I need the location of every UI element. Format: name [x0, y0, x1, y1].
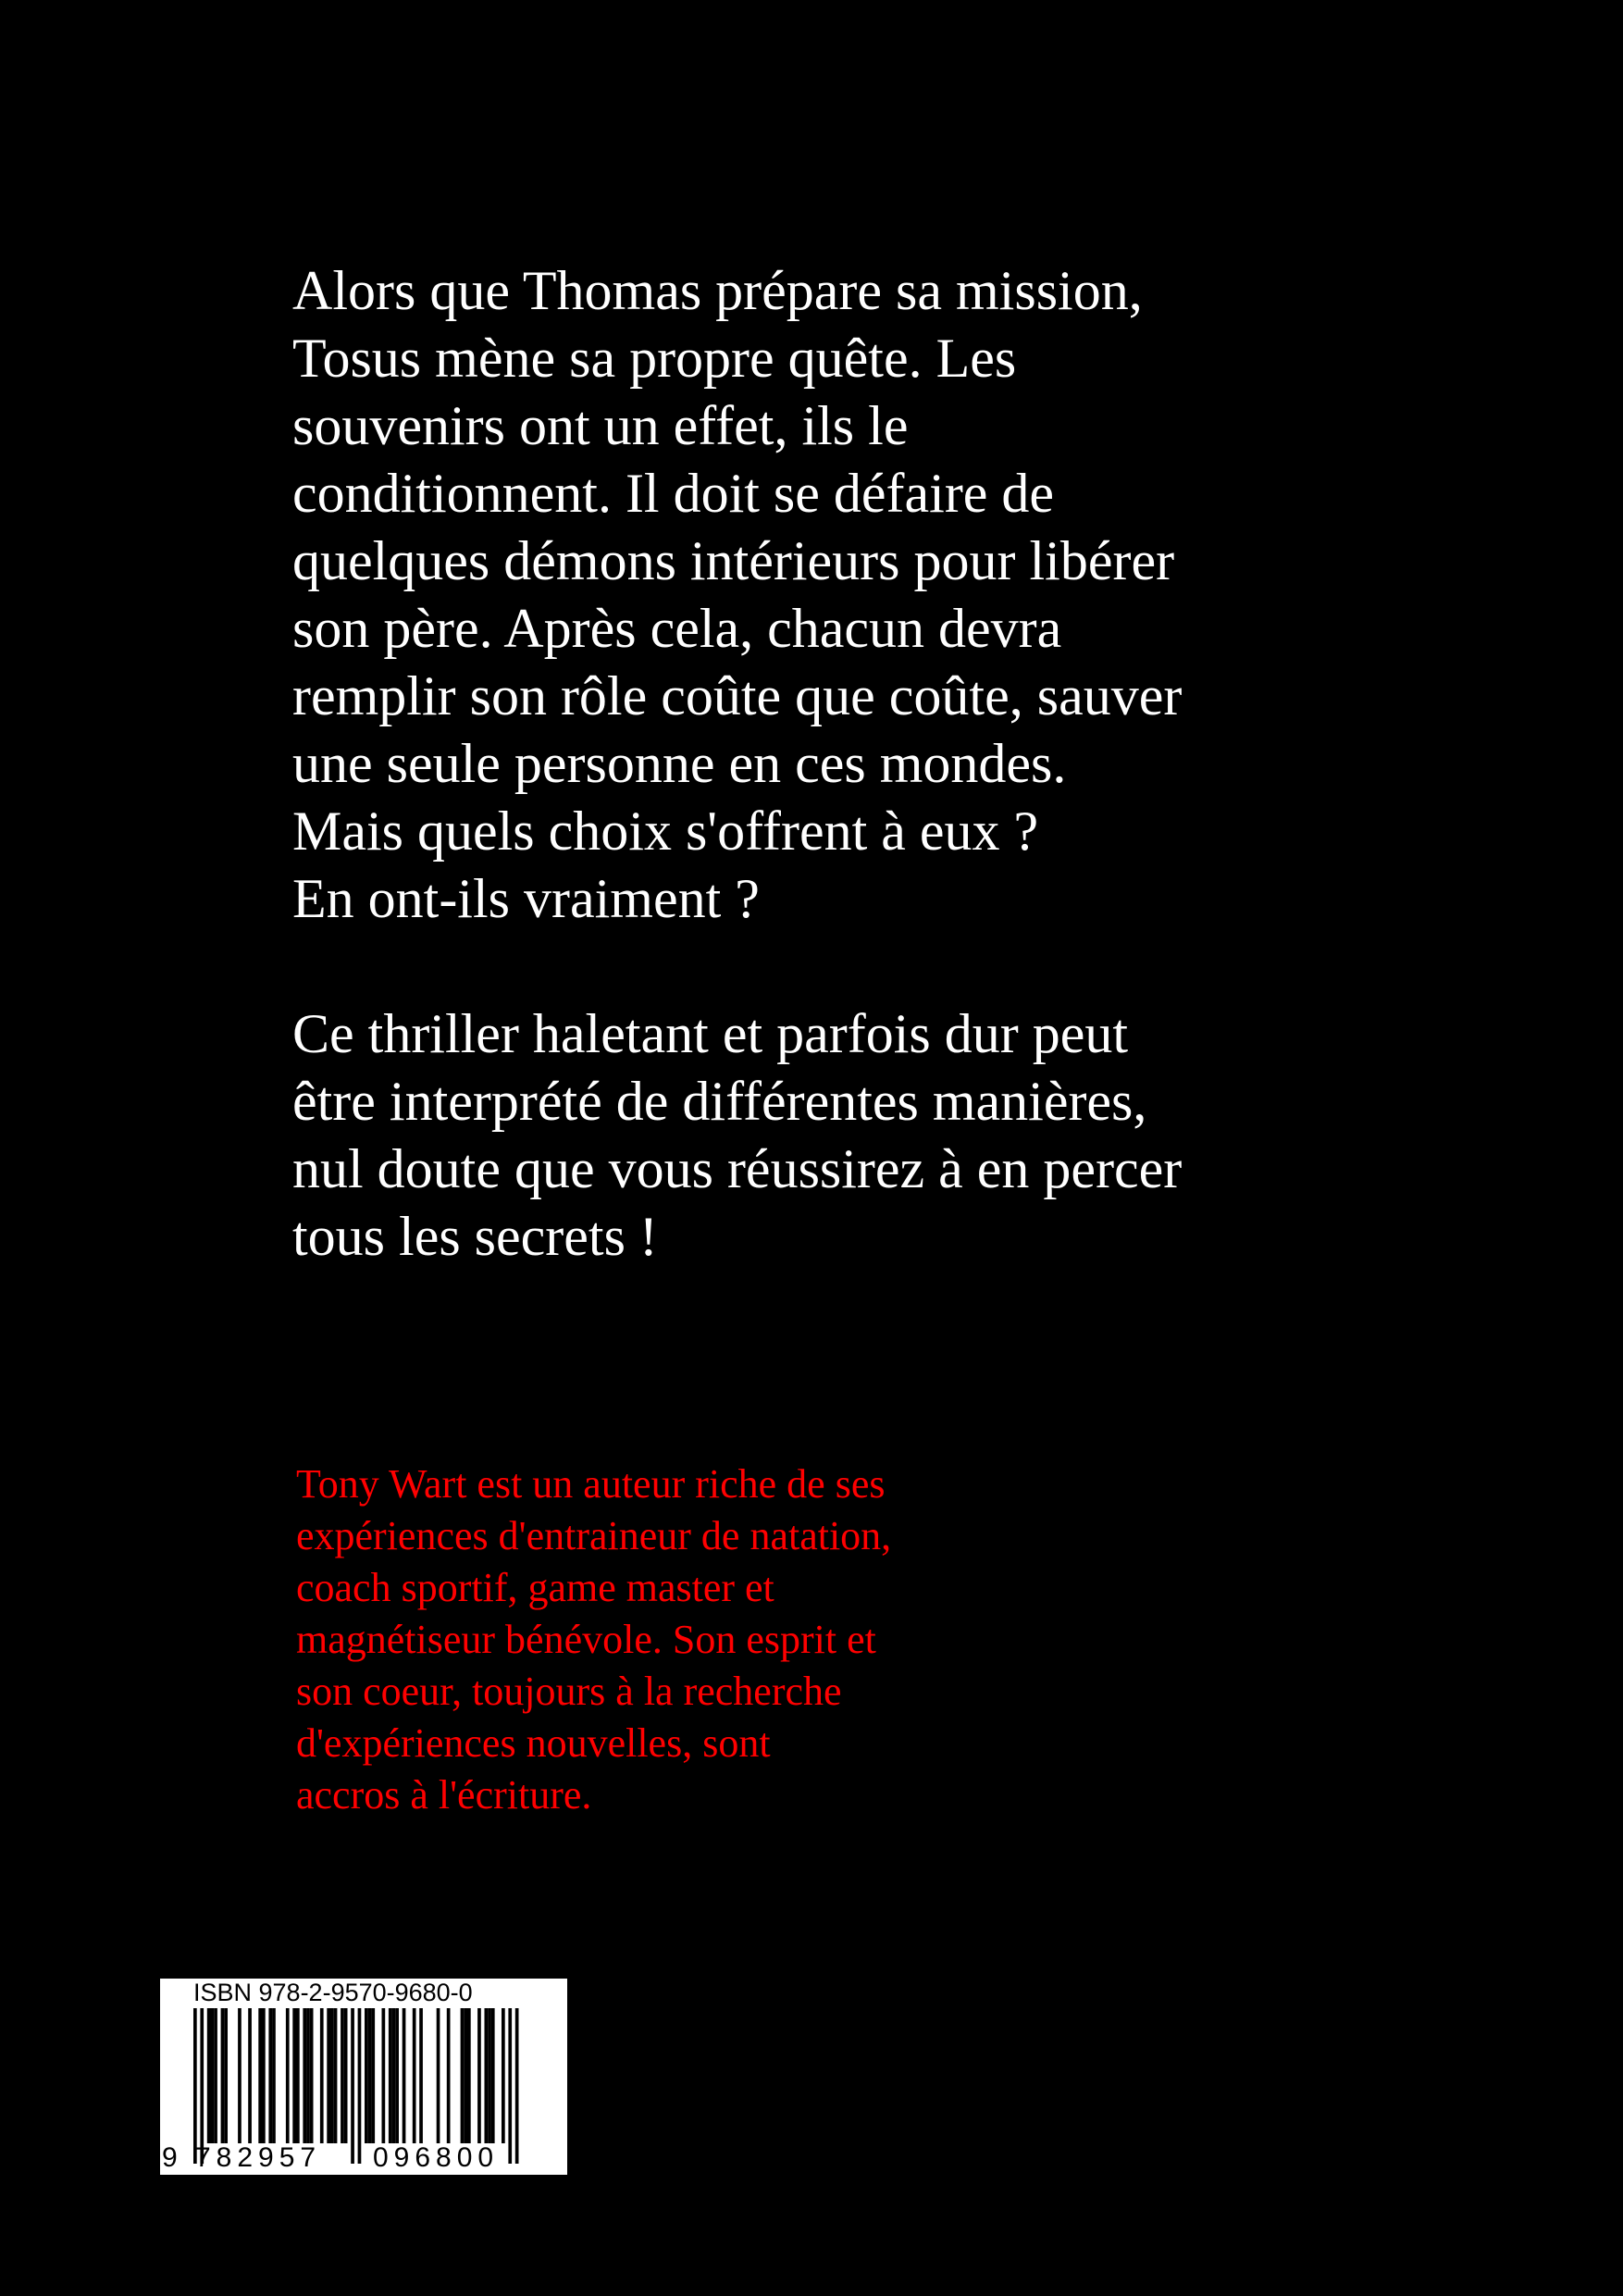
blurb-line: souvenirs ont un effet, ils le	[292, 395, 909, 456]
barcode-bar	[403, 2008, 406, 2143]
barcode-guard-bar	[351, 2008, 354, 2164]
barcode-guard-bar	[200, 2008, 204, 2164]
author-bio	[296, 1458, 1036, 1821]
barcode-bar	[248, 2008, 252, 2143]
blurb-line: son père. Après cela, chacun devra	[292, 598, 1062, 659]
barcode-bar	[211, 2008, 215, 2143]
barcode-bar	[327, 2008, 330, 2143]
author-bio-line: d'expériences nouvelles, sont	[296, 1720, 771, 1766]
blurb-line: tous les secrets !	[292, 1206, 658, 1267]
isbn-label: ISBN 978-2-9570-9680-0	[193, 1979, 473, 2006]
barcode-bar	[382, 2008, 386, 2143]
barcode-bar	[437, 2008, 440, 2143]
blurb-line: remplir son rôle coûte que coûte, sauver	[292, 665, 1183, 726]
barcode-bar	[371, 2008, 375, 2143]
barcode-bar	[330, 2008, 334, 2143]
barcode-bar	[395, 2008, 399, 2143]
blurb-line: nul doute que vous réussirez à en percer	[292, 1138, 1183, 1199]
barcode-bar	[491, 2008, 495, 2143]
barcode-bar	[258, 2008, 262, 2143]
barcode-bar	[310, 2008, 314, 2143]
barcode-bar	[334, 2008, 338, 2143]
blurb-line: être interprété de différentes manières,	[292, 1071, 1147, 1132]
author-bio-line: accros à l'écriture.	[296, 1772, 592, 1818]
paragraph-gap	[292, 933, 1403, 1000]
barcode-bar	[292, 2008, 296, 2143]
ean-digits-right: 096800	[373, 2142, 500, 2173]
barcode-bar	[296, 2008, 300, 2143]
blurb-line: conditionnent. Il doit se défaire de	[292, 463, 1055, 524]
barcode-bar	[221, 2008, 225, 2143]
barcode-bar	[306, 2008, 310, 2143]
barcode-bar	[392, 2008, 396, 2143]
barcode-bar	[389, 2008, 392, 2143]
barcode-guard-bar	[358, 2008, 362, 2164]
blurb-line: une seule personne en ces mondes.	[292, 733, 1067, 794]
blurb-line: Mais quels choix s'offrent à eux ?	[292, 800, 1039, 862]
barcode-bar	[344, 2008, 348, 2143]
barcode-guard-bar	[515, 2008, 519, 2164]
barcode-bar	[214, 2008, 217, 2143]
barcode-bar	[286, 2008, 290, 2143]
barcode-bar	[447, 2008, 451, 2143]
barcode-bar	[262, 2008, 266, 2143]
barcode-bar	[413, 2008, 416, 2143]
ean-digit-first: 9	[162, 2142, 178, 2173]
barcode-bar	[488, 2008, 491, 2143]
barcode-bar	[224, 2008, 228, 2143]
barcode-guard-bar	[508, 2008, 512, 2164]
barcode-bar	[419, 2008, 423, 2143]
barcode-bar	[464, 2008, 467, 2143]
barcode-bar	[341, 2008, 344, 2143]
back-cover-blurb	[292, 257, 1403, 1271]
barcode-bar	[477, 2008, 481, 2143]
author-bio-line: expériences d'entraineur de natation,	[296, 1513, 892, 1558]
barcode-bar	[320, 2008, 324, 2143]
ean-digits-left: 782957	[195, 2142, 322, 2173]
barcode-bar	[461, 2008, 465, 2143]
barcode-bar	[268, 2008, 272, 2143]
author-bio-line: magnétiseur bénévole. Son esprit et	[296, 1617, 876, 1662]
barcode-bar	[502, 2008, 505, 2143]
author-bio-line: coach sportif, game master et	[296, 1565, 774, 1610]
isbn-barcode	[160, 1979, 567, 2175]
blurb-line: Ce thriller haletant et parfois dur peut	[292, 1003, 1129, 1064]
barcode-guard-bar	[193, 2008, 197, 2164]
blurb-line: Alors que Thomas prépare sa mission,	[292, 260, 1143, 321]
author-bio-line: Tony Wart est un auteur riche de ses	[296, 1461, 886, 1507]
barcode-bar	[365, 2008, 368, 2143]
barcode-bar	[303, 2008, 306, 2143]
blurb-line: En ont-ils vraiment ?	[292, 868, 760, 929]
barcode-bar	[272, 2008, 276, 2143]
barcode-bar	[485, 2008, 489, 2143]
barcode-bar	[238, 2008, 242, 2143]
barcode-bar	[207, 2008, 211, 2143]
barcode-bar	[467, 2008, 471, 2143]
blurb-line: quelques démons intérieurs pour libérer	[292, 530, 1175, 591]
blurb-line: Tosus mène sa propre quête. Les	[292, 328, 1017, 389]
author-bio-line: son coeur, toujours à la recherche	[296, 1669, 842, 1714]
barcode-bar	[368, 2008, 372, 2143]
